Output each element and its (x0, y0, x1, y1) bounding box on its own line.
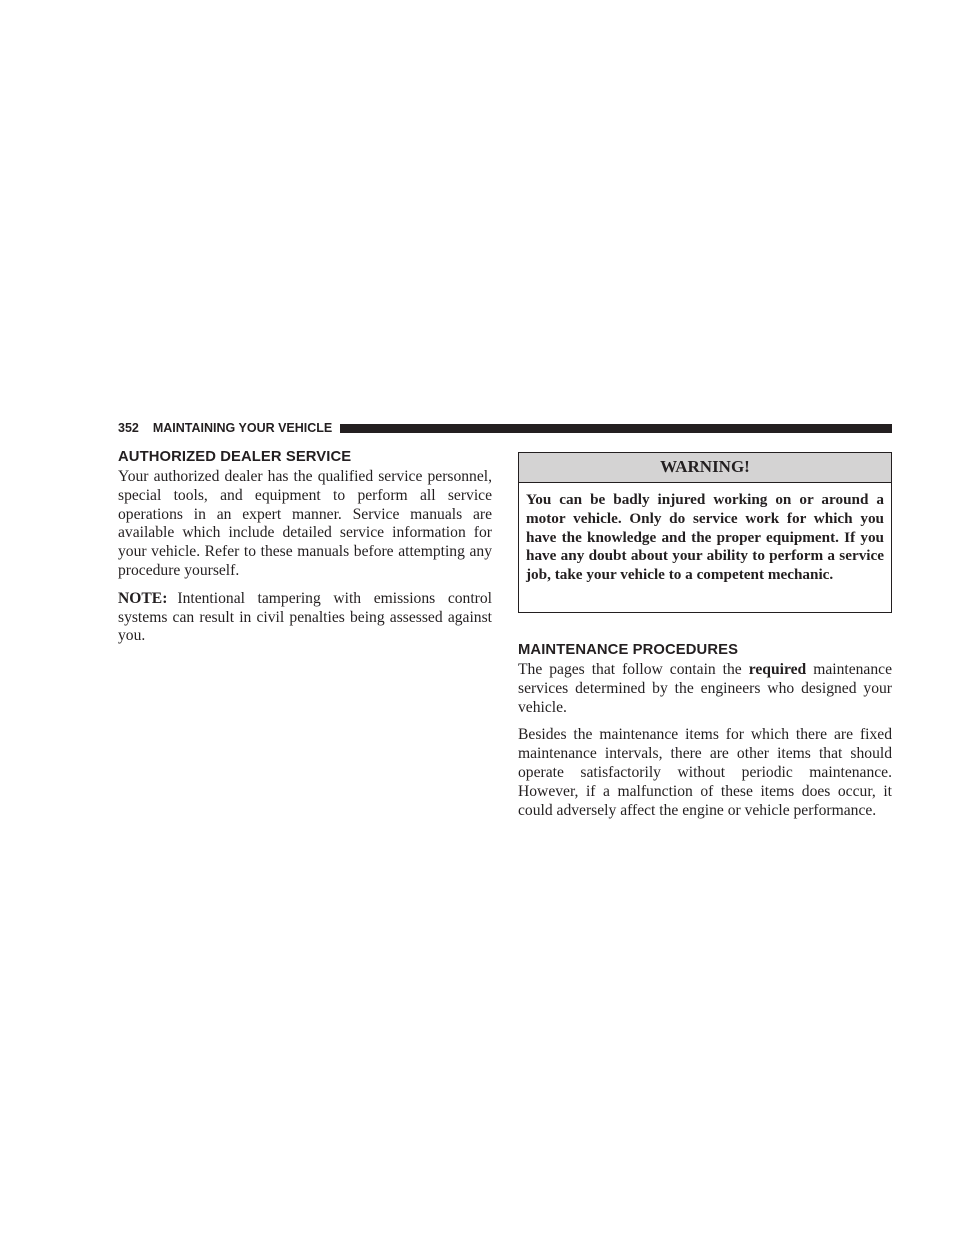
warning-box (518, 452, 892, 613)
right-column (518, 452, 892, 613)
maintenance-heading: MAINTENANCE PROCEDURES (518, 642, 739, 658)
note-label: NOTE: (118, 589, 168, 607)
note-paragraph (118, 590, 492, 646)
maintenance-paragraph-1 (518, 661, 892, 717)
authorized-dealer-heading: AUTHORIZED DEALER SERVICE (118, 449, 352, 465)
maintenance-p1-start: The pages that follow contain the (518, 661, 749, 678)
authorized-dealer-paragraph: Your authorized dealer has the qualified service personnel, special tools, and equipment to perform all service operations in an expert manner. Service manuals are available which include detailed service information for your vehicle. Refer to these manuals before attempting any procedure yourself. (118, 468, 492, 579)
note-text: Intentional tampering with emissions control systems can result in civil penalties being assessed against you. (118, 589, 492, 645)
warning-title: WARNING! (519, 453, 891, 483)
warning-body: You can be badly injured working on or around a motor vehicle. Only do service work for which you have the knowledge and the proper equipment. If you have any doubt about your ability to perform a service job, take your vehicle to a competent mechanic. (526, 491, 884, 584)
maintenance-paragraph-2: Besides the maintenance items for which there are fixed maintenance intervals, there are other items that should operate satisfactorily without periodic maintenance. However, if a malfunction of these items does occur, it could adversely affect the engine or vehicle performance. (518, 726, 892, 819)
left-column (118, 448, 492, 655)
page-header (118, 418, 892, 438)
page-number: 352 (118, 421, 139, 435)
header-rule (340, 424, 892, 433)
maintenance-p1-end: maintenance services determined by the engineers who designed your vehicle. (518, 661, 892, 716)
running-title: MAINTAINING YOUR VEHICLE (152, 421, 333, 435)
maintenance-section (518, 641, 892, 829)
required-emphasis: required (748, 661, 807, 678)
